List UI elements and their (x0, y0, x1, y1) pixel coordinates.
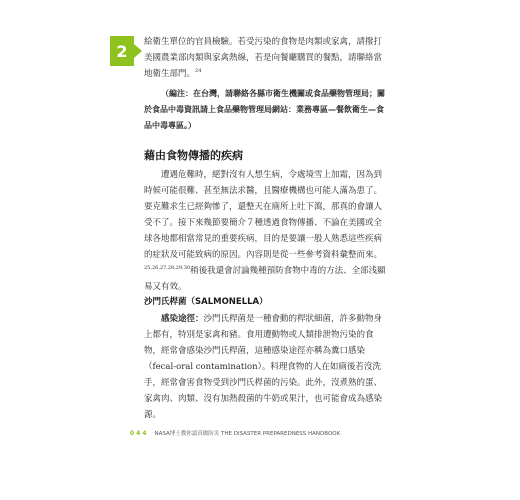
foodborne-section (144, 147, 388, 295)
salmonella-label: 感染途徑： (161, 314, 204, 324)
salmonella-section (144, 295, 388, 423)
salmonella-title: 沙門氏桿菌（SALMONELLA） (144, 297, 268, 307)
badge-arrow-icon (134, 44, 142, 58)
section-text-tail: 稍後我還會討論幾種預防食物中毒的方法、全部浅顯易又有效。 (144, 266, 386, 292)
intro-paragraph (144, 34, 388, 82)
intro-ref: 24 (195, 68, 202, 75)
footer-title: NASA博士教你認真做防災 THE DISASTER PREPAREDNESS HANDBOOK (154, 431, 341, 437)
section-title: 藉由食物傳播的疾病 (144, 149, 243, 162)
section-text: 遭遇危難時，絕對沒有人想生病，令處境雪上加霜，因為到時候可能很難、甚至無法求醫，且醫療機構也可能人滿為患了。要克難求生已經夠慘了，還整天在廁所上吐下瀉，那真的會讓人受不了。接下來幾節要簡介７種透過食物傳播、不論在美國或全球各地都相當常見的重要疾病，目的是要讓一般人熟悉這些疾病的症狀及可能致病的原因。內容則是從一些參考資料彙整而來。 (144, 170, 383, 260)
section-paragraph (144, 167, 388, 295)
chapter-number: 2 (116, 41, 128, 61)
section-refs: 25,26,27,28,29,30 (144, 265, 191, 272)
editor-note (144, 86, 388, 134)
page-number: 044 (130, 429, 149, 437)
salmonella-paragraph (144, 311, 388, 423)
intro-text: 給衛生單位的官員檢驗。若受污染的食物是肉類或家禽，請撥打美國農業部肉類與家禽熱線，若是向餐廳購買的餐點，請聯絡當地衛生部門。 (144, 37, 383, 79)
editor-note-text: （編注：在台灣，請聯絡各縣市衛生機關或食品藥物管理局；關於食品中毒資訊請上食品藥物管理局網站：業務專區—餐飲衛生—食品中毒專區。） (144, 89, 385, 130)
chapter-badge (110, 36, 134, 66)
salmonella-text: 沙門氏桿菌是一種會動的桿狀細菌，許多動物身上都有，特別是家禽和豬。食用遭動物或人類排泄物污染的食物，經常會感染沙門氏桿菌，這種感染途徑亦稱為糞口感染（fecal-oral contamination）。料理食物的人在如廁後若沒洗手，經常會害食物受到沙門氏桿菌的污染。此外，沒煮熟的蛋、家禽肉、肉類、沒有加熱殺菌的牛奶或果汁，也可能會成為感染源。 (144, 314, 383, 420)
page-footer (130, 429, 400, 437)
